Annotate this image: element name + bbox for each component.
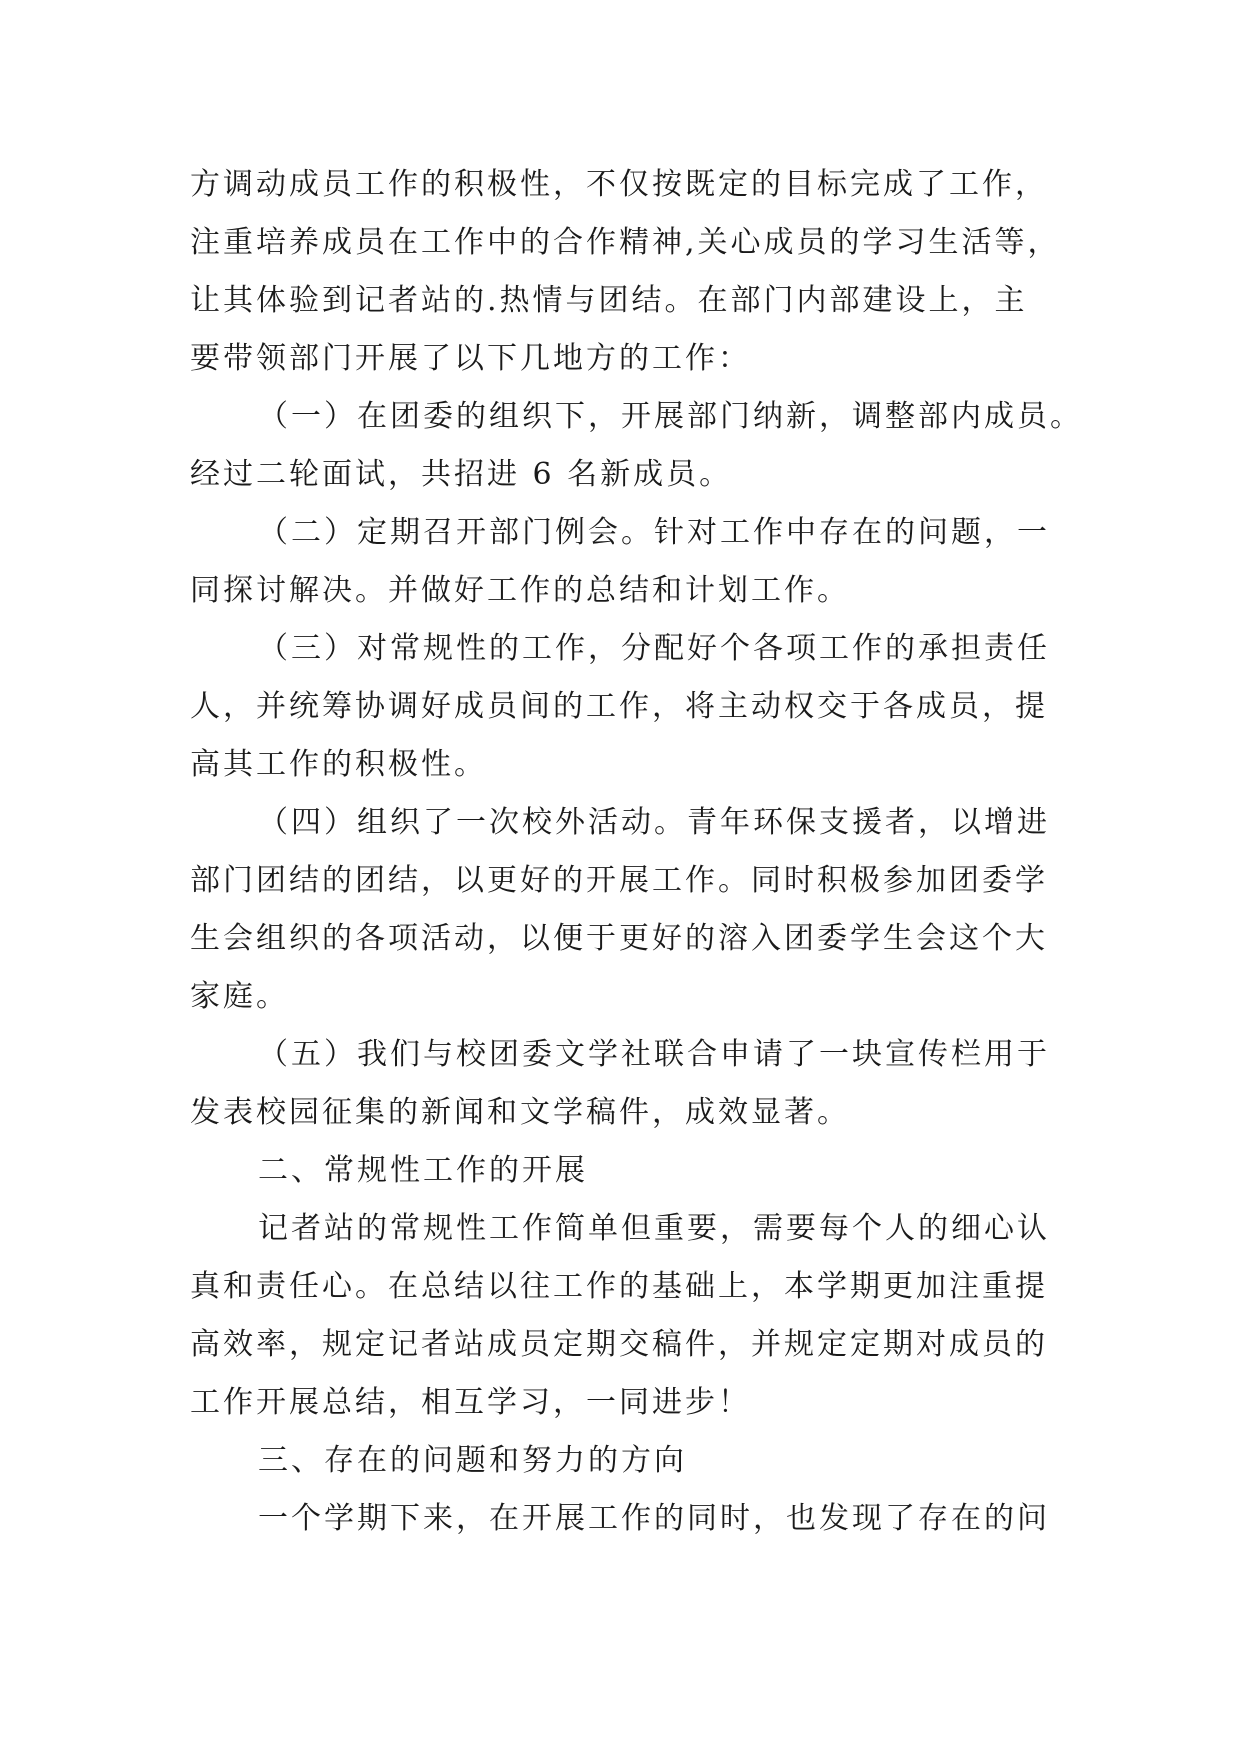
text-line: 要带领部门开展了以下几地方的工作： bbox=[190, 341, 751, 376]
text-line: 工作开展总结，相互学习，一同进步！ bbox=[190, 1385, 751, 1420]
text-line: 注重培养成员在工作中的合作精神,关心成员的学习生活等， bbox=[190, 225, 1061, 260]
text-line: 经过二轮面试，共招进 6 名新成员。 bbox=[190, 457, 733, 492]
text-line: （五）我们与校团委文学社联合申请了一块宣传栏用于 bbox=[258, 1037, 1050, 1072]
text-line: 高其工作的积极性。 bbox=[190, 747, 487, 782]
text-line: （一）在团委的组织下，开展部门纳新，调整部内成员。 bbox=[258, 399, 1083, 434]
text-line: 真和责任心。在总结以往工作的基础上，本学期更加注重提 bbox=[190, 1269, 1048, 1304]
text-line: 记者站的常规性工作简单但重要，需要每个人的细心认 bbox=[258, 1211, 1050, 1246]
text-line: 一个学期下来，在开展工作的同时，也发现了存在的问 bbox=[258, 1501, 1050, 1536]
text-line: （四）组织了一次校外活动。青年环保支援者，以增进 bbox=[258, 805, 1050, 840]
text-line: 生会组织的各项活动，以便于更好的溶入团委学生会这个大 bbox=[190, 921, 1048, 956]
text-line: 二、常规性工作的开展 bbox=[258, 1153, 588, 1188]
text-line: 高效率，规定记者站成员定期交稿件，并规定定期对成员的 bbox=[190, 1327, 1048, 1362]
text-line: 三、存在的问题和努力的方向 bbox=[258, 1443, 687, 1478]
text-line: 家庭。 bbox=[190, 979, 289, 1014]
body-text bbox=[190, 156, 1083, 1548]
text-line: 部门团结的团结，以更好的开展工作。同时积极参加团委学 bbox=[190, 863, 1048, 898]
text-line: （二）定期召开部门例会。针对工作中存在的问题，一 bbox=[258, 515, 1050, 550]
text-line: （三）对常规性的工作，分配好个各项工作的承担责任 bbox=[258, 631, 1050, 666]
text-line: 同探讨解决。并做好工作的总结和计划工作。 bbox=[190, 573, 850, 608]
text-line: 方调动成员工作的积极性，不仅按既定的目标完成了工作， bbox=[190, 167, 1048, 202]
text-line: 发表校园征集的新闻和文学稿件，成效显著。 bbox=[190, 1095, 850, 1130]
text-line: 人，并统筹协调好成员间的工作，将主动权交于各成员，提 bbox=[190, 689, 1048, 724]
text-line: 让其体验到记者站的.热情与团结。在部门内部建设上，主 bbox=[190, 283, 1028, 318]
